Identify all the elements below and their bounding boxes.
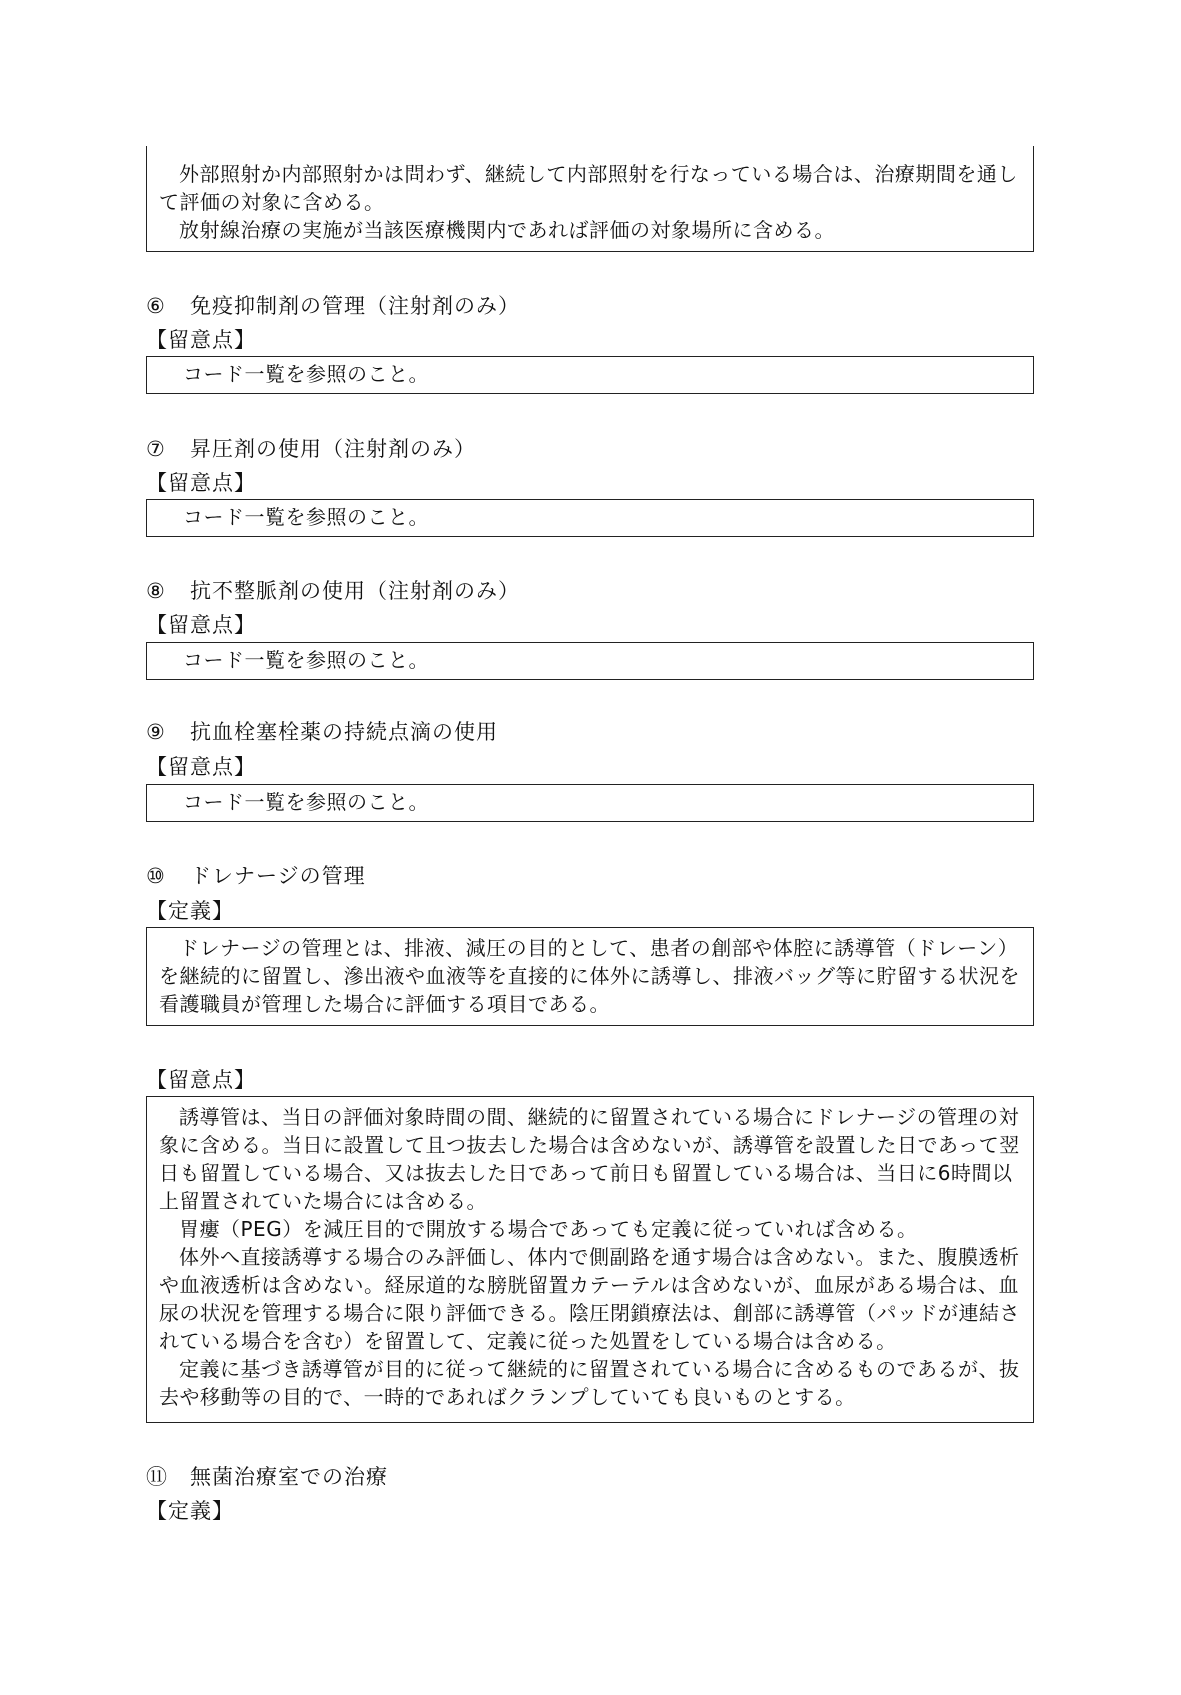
notes-box [146, 499, 1034, 537]
section-heading [146, 718, 498, 746]
section-title: 無菌治療室での治療 [190, 1465, 388, 1489]
section-heading [146, 577, 520, 605]
paragraph: 誘導管は、当日の評価対象時間の間、継続的に留置されている場合にドレナージの管理の対象に含める。当日に設置して且つ抜去した場合は含めないが、誘導管を設置した日であって翌日も留置している場合、又は抜去した日であって前日も留置している場合は、当日に6時間以上留置されていた場合には含める。 [159, 1105, 1020, 1213]
paragraph: コード一覧を参照のこと。 [183, 505, 429, 529]
radiation-notes-box [146, 146, 1034, 252]
paragraph: 定義に基づき誘導管が目的に従って継続的に留置されている場合に含めるものであるが、抜去や移動等の目的で、一時的であればクランプしていても良いものとする。 [159, 1357, 1020, 1409]
section-heading [146, 435, 476, 463]
section-number: ⑪ [146, 1465, 168, 1489]
section-title: 昇圧剤の使用（注射剤のみ） [190, 437, 476, 461]
section-title: 抗不整脈剤の使用（注射剤のみ） [190, 579, 520, 603]
section-number: ⑩ [146, 864, 166, 888]
notes-box [146, 642, 1034, 680]
section-heading [146, 1463, 388, 1491]
notes-box [146, 784, 1034, 822]
paragraph: 胃瘻（PEG）を減圧目的で開放する場合であっても定義に従っていれば含める。 [179, 1217, 918, 1241]
section-number: ⑧ [146, 579, 166, 603]
paragraph: 体外へ直接誘導する場合のみ評価し、体内で側副路を通す場合は含めない。また、腹膜透析や血液透析は含めない。経尿道的な膀胱留置カテーテルは含めないが、血尿がある場合は、血尿の状況を管理する場合に限り評価できる。陰圧閉鎖療法は、創部に誘導管（パッドが連結されている場合を含む）を留置して、定義に従った処置をしている場合は含める。 [159, 1245, 1020, 1353]
notes-label: 【留意点】 [146, 613, 256, 637]
notes-box [146, 356, 1034, 394]
definition-label: 【定義】 [146, 1499, 234, 1523]
paragraph: 放射線治療の実施が当該医療機関内であれば評価の対象場所に含める。 [179, 218, 835, 242]
paragraph: コード一覧を参照のこと。 [183, 790, 429, 814]
section-title: 抗血栓塞栓薬の持続点滴の使用 [190, 720, 498, 744]
paragraph: コード一覧を参照のこと。 [183, 648, 429, 672]
definition-label: 【定義】 [146, 899, 234, 923]
paragraph: ドレナージの管理とは、排液、減圧の目的として、患者の創部や体腔に誘導管（ドレーン）を継続的に留置し、滲出液や血液等を直接的に体外に誘導し、排液バッグ等に貯留する状況を看護職員が管理した場合に評価する項目である。 [159, 936, 1020, 1016]
paragraph: コード一覧を参照のこと。 [183, 362, 429, 386]
section-number: ⑦ [146, 437, 166, 461]
paragraph: 外部照射か内部照射かは問わず、継続して内部照射を行なっている場合は、治療期間を通して評価の対象に含める。 [159, 162, 1018, 214]
section-title: 免疫抑制剤の管理（注射剤のみ） [190, 294, 520, 318]
definition-box [146, 927, 1034, 1026]
section-heading [146, 862, 366, 890]
notes-label: 【留意点】 [146, 755, 256, 779]
notes-label: 【留意点】 [146, 328, 256, 352]
section-title: ドレナージの管理 [190, 864, 366, 888]
notes-label: 【留意点】 [146, 1068, 256, 1092]
notes-label: 【留意点】 [146, 471, 256, 495]
section-number: ⑨ [146, 720, 166, 744]
notes-box [146, 1096, 1034, 1423]
section-heading [146, 292, 520, 320]
section-number: ⑥ [146, 294, 166, 318]
